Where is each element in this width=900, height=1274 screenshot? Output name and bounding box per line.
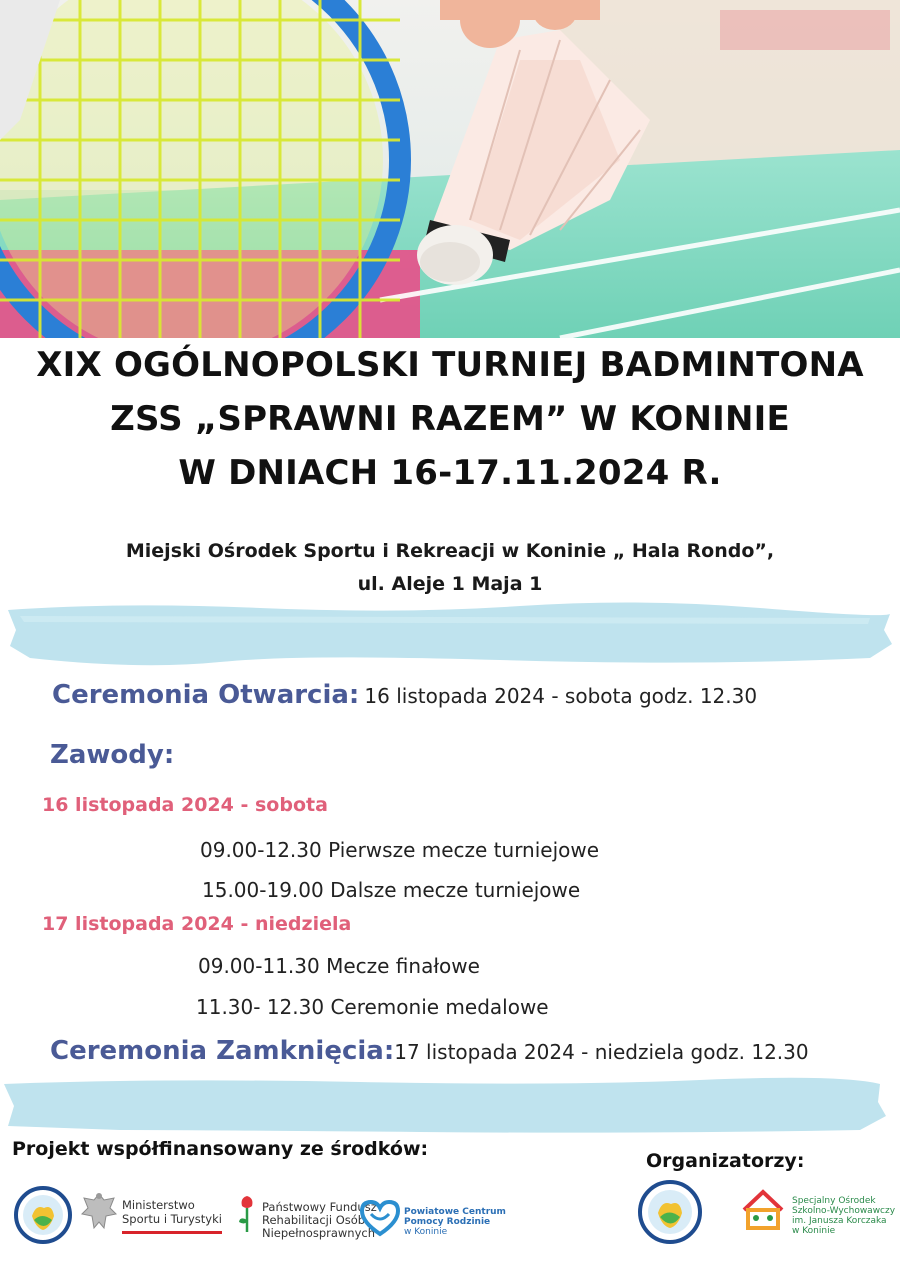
closing-ceremony-label: Ceremonia Zamknięcia: [50,1036,395,1066]
day-2-item-1: 09.00-11.30 Mecze finałowe [198,954,480,978]
ministry-name-line-1: Ministerstwo [122,1198,195,1212]
sosw-name-line-4: w Koninie [792,1226,836,1236]
heart-icon [358,1198,402,1238]
sosw-name-line-1: Specjalny Ośrodek [792,1196,876,1206]
ministry-red-bar [122,1231,222,1234]
zss-organizer-logo-icon [638,1180,702,1244]
badminton-scene-illustration [0,0,900,338]
page-title-line-1: XIX OGÓLNOPOLSKI TURNIEJ BADMINTONA [36,345,864,385]
brush-stroke-top [0,600,900,670]
page-title-line-2: ZSS „SPRAWNI RAZEM” W KONINIE [110,399,790,439]
hero-photo [0,0,900,338]
eagle-emblem-icon [80,1190,118,1234]
opening-ceremony-row [52,680,757,710]
opening-ceremony-label: Ceremonia Otwarcia: [52,680,360,710]
competition-label: Zawody: [50,740,175,770]
zss-logo-icon [14,1186,72,1244]
pfron-name-line-3: Niepełnosprawnych [262,1226,376,1240]
pfron-name-line-1: Państwowy Fundusz [262,1200,377,1214]
cofinanced-label: Projekt współfinansowany ze środków: [12,1138,429,1160]
day-1-item-1: 09.00-12.30 Pierwsze mecze turniejowe [200,838,600,862]
flower-icon [236,1192,258,1236]
opening-ceremony-value: 16 listopada 2024 - sobota godz. 12.30 [364,684,758,708]
pfron-name-line-2: Rehabilitacji Osób [262,1213,366,1227]
brush-stroke-bottom [0,1076,900,1136]
closing-ceremony-value: 17 listopada 2024 - niedziela godz. 12.30 [394,1040,809,1064]
day-2-item-2: 11.30- 12.30 Ceremonie medalowe [196,995,549,1019]
sosw-name-line-3: im. Janusza Korczaka [792,1216,887,1226]
ministry-name-line-2: Sportu i Turystyki [122,1212,222,1226]
venue-line-2: ul. Aleje 1 Maja 1 [357,573,543,595]
closing-ceremony-row [50,1036,809,1066]
day-1-label: 16 listopada 2024 - sobota [42,794,328,816]
pcpr-name-line-2: Pomocy Rodzinie [404,1217,491,1227]
day-2-label: 17 listopada 2024 - niedziela [42,913,352,935]
organizers-label: Organizatorzy: [646,1150,805,1172]
sosw-name-line-2: Szkolno-Wychowawczy [792,1206,896,1216]
venue-line-1: Miejski Ośrodek Sportu i Rekreacji w Koninie „ Hala Rondo”, [125,540,775,562]
house-icon [740,1188,786,1232]
pcpr-name-line-1: Powiatowe Centrum [404,1207,506,1217]
pcpr-name-line-3: w Koninie [404,1227,448,1237]
page-title-line-3: W DNIACH 16-17.11.2024 R. [178,453,722,493]
day-1-item-2: 15.00-19.00 Dalsze mecze turniejowe [202,878,581,902]
